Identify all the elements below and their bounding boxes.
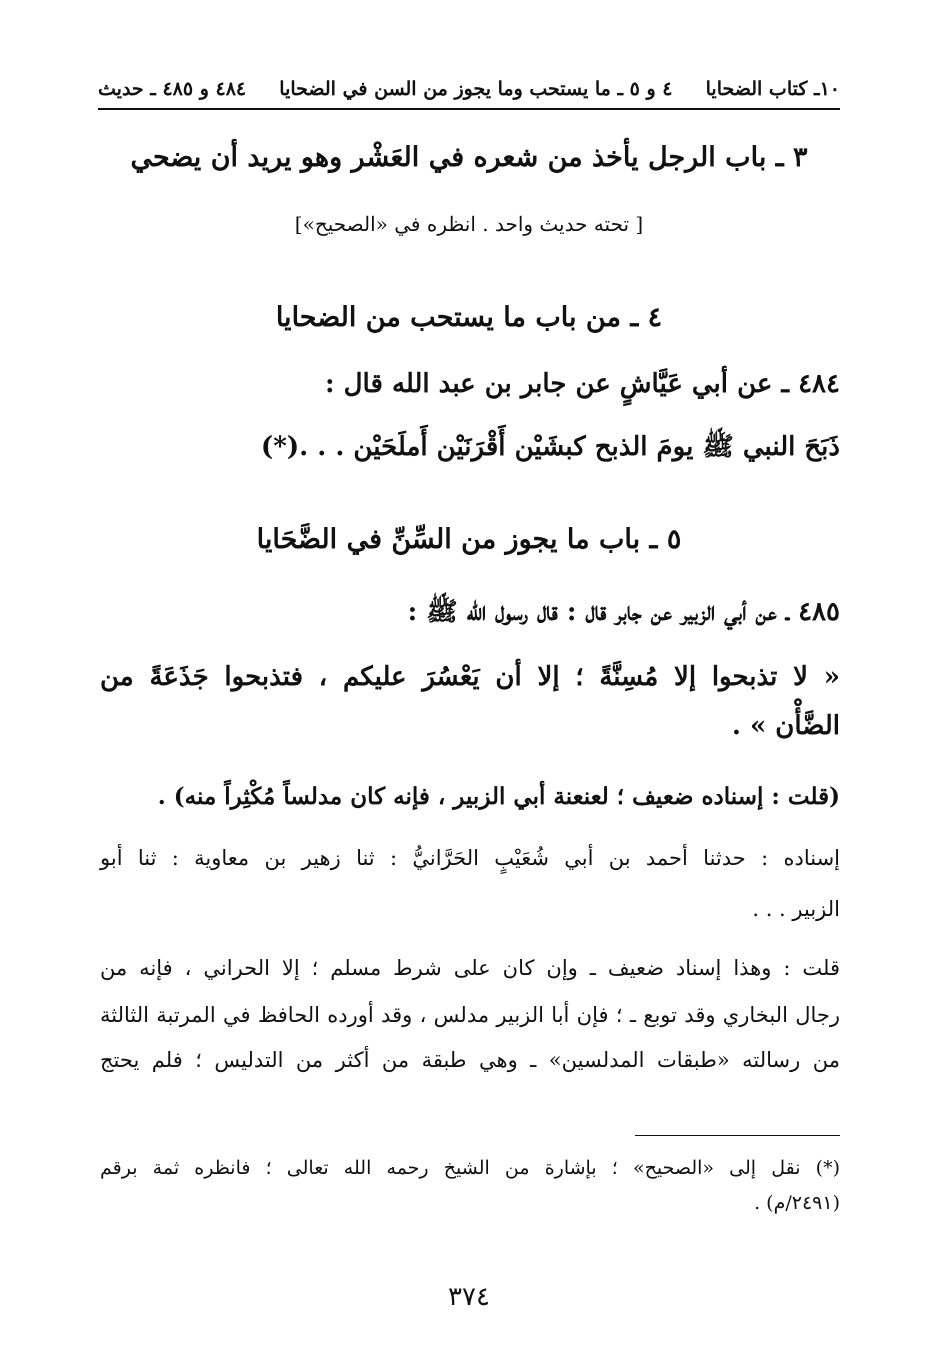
isnad-line-1: إسناده : حدثنا أحمد بن أبي شُعَيْبٍ الحَرَّانيُّ : ثنا زهير بن معاوية : ثنا أبو (100, 846, 840, 870)
header-section: ٤ و ٥ ـ ما يستحب وما يجوز من السن في الضحايا (279, 78, 673, 100)
running-header (98, 72, 840, 106)
qult-note: (قلت : إسناده ضعيف ؛ لعنعنة أبي الزبير ، فإنه كان مدلساً مُكْثِراً منه) . (157, 783, 840, 810)
page-number: ٣٧٤ (448, 1282, 490, 1312)
hadith-484-intro: ٤٨٤ ـ عن أبي عَيَّاشٍ عن جابر بن عبد الله قال : (325, 369, 840, 399)
comment-line-3: من رسالته «طبقات المدلسين» ـ وهي طبقة من أكثر من التدليس ؛ فلم يحتج (100, 1048, 840, 1072)
header-divider (98, 108, 840, 110)
footnote-line-2: (٢٤٩١/م) . (754, 1192, 840, 1214)
header-hadith-range: ٤٨٤ و ٤٨٥ ـ حديث (98, 78, 247, 100)
section-3-note: [ تحته حديث واحد . انظره في «الصحيح»] (294, 212, 644, 236)
comment-line-1: قلت : وهذا إسناد ضعيف ـ وإن كان على شرط مسلم ؛ إلا الحراني ، فإنه من (100, 956, 840, 980)
hadith-485-line-2: الضَّأْن » . (731, 711, 840, 741)
header-chapter: ١٠ـ كتاب الضحايا (705, 78, 840, 100)
isnad-line-2: الزبير . . . (752, 897, 840, 921)
section-3-title: ٣ ـ باب الرجل يأخذ من شعره في العَشْر وهو يريد أن يضحي (130, 142, 808, 173)
footnote-divider (635, 1135, 840, 1136)
hadith-485-intro: ٤٨٥ ـ عن أبي الزبير عن جابر قال : قال رسول الله ﷺ : (407, 597, 840, 627)
comment-line-2: رجال البخاري وقد توبع ـ ؛ فإن أبا الزبير مدلس ، وقد أورده الحافظ في المرتبة الثالثة (100, 1003, 840, 1027)
footnote-line-1: (*) نقل إلى «الصحيح» ؛ بإشارة من الشيخ رحمه الله تعالى ؛ فانظره ثمة برقم (100, 1157, 840, 1179)
section-5-title: ٥ ـ باب ما يجوز من السِّنِّ في الضَّحَايا (256, 524, 682, 555)
section-4-title: ٤ ـ من باب ما يستحب من الضحايا (275, 302, 663, 333)
hadith-484-text: ذَبَحَ النبي ﷺ يومَ الذبح كبشَيْن أَقْرَنَيْن أَملَحَيْن . . .(*) (260, 432, 840, 462)
hadith-485-line-1: « لا تذبحوا إلا مُسِنَّةً ؛ إلا أن يَعْسُرَ عليكم ، فتذبحوا جَذَعَةً من (100, 662, 840, 692)
